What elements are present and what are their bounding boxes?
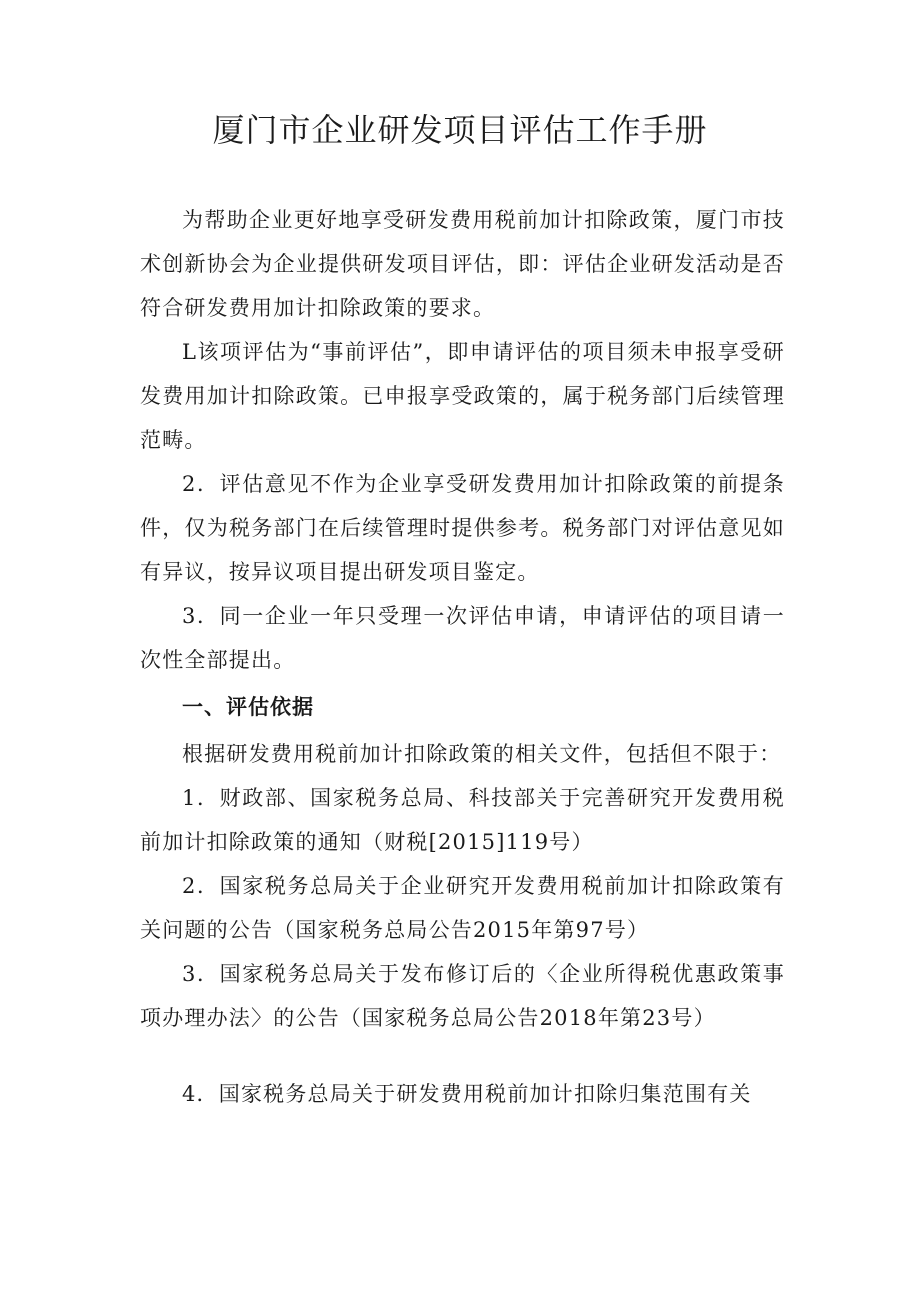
basis-item-3: 3．国家税务总局关于发布修订后的〈企业所得税优惠政策事项办理办法〉的公告（国家税务总局公告2018年第23号） (140, 962, 785, 1030)
note-paragraph-3: 3．同一企业一年只受理一次评估申请，申请评估的项目请一次性全部提出。 (140, 604, 785, 672)
note-paragraph-2: 2．评估意见不作为企业享受研发费用加计扣除政策的前提条件，仅为税务部门在后续管理时提供参考。税务部门对评估意见如有异议，按异议项目提出研发项目鉴定。 (140, 472, 785, 584)
section-heading-basis: 一、评估依据 (182, 695, 314, 719)
section-lead: 根据研发费用税前加计扣除政策的相关文件，包括但不限于： (182, 742, 782, 766)
document-title: 厦门市企业研发项目评估工作手册 (212, 111, 708, 149)
intro-paragraph: 为帮助企业更好地享受研发费用税前加计扣除政策，厦门市技术创新协会为企业提供研发项目评估，即：评估企业研发活动是否符合研发费用加计扣除政策的要求。 (140, 208, 785, 320)
basis-item-4: 4．国家税务总局关于研发费用税前加计扣除归集范围有关 (182, 1082, 752, 1106)
basis-item-2: 2．国家税务总局关于企业研究开发费用税前加计扣除政策有关问题的公告（国家税务总局公告2015年第97号） (140, 874, 785, 942)
note-paragraph-1: L该项评估为“事前评估”，即申请评估的项目须未申报享受研发费用加计扣除政策。已申报享受政策的，属于税务部门后续管理范畴。 (140, 340, 785, 452)
document-body (140, 198, 785, 1116)
basis-item-1: 1．财政部、国家税务总局、科技部关于完善研究开发费用税前加计扣除政策的通知（财税[2015]119号） (140, 786, 785, 854)
